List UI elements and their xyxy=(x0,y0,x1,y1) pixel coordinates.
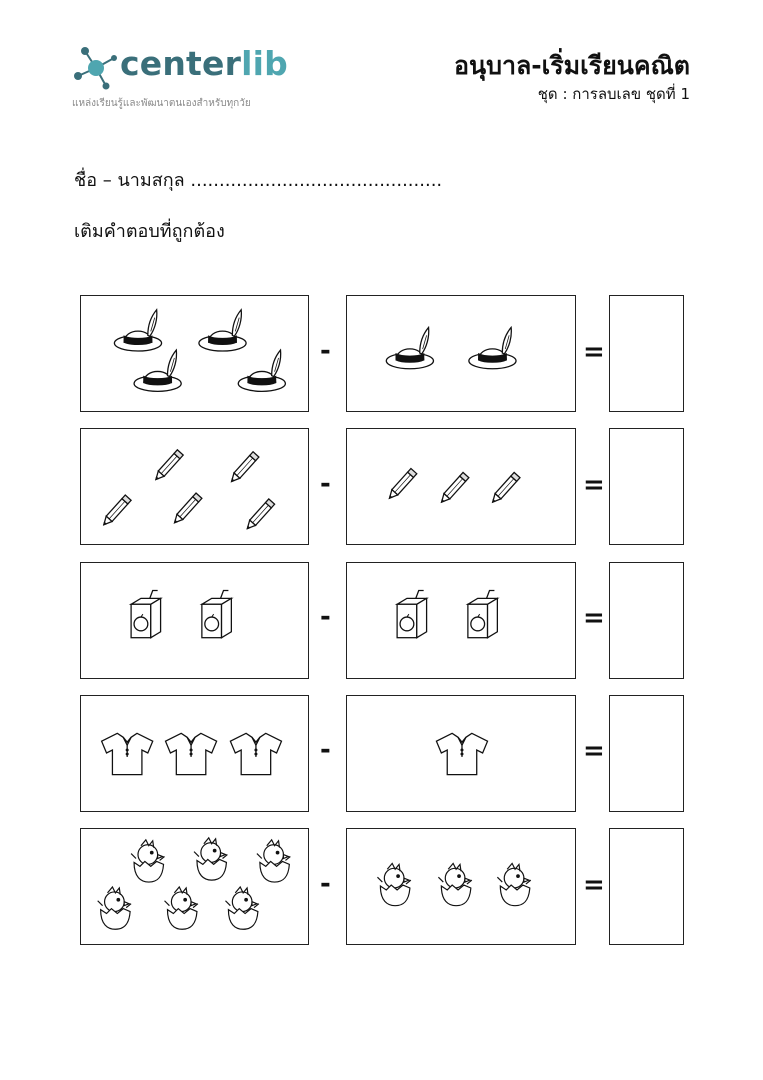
minuend-box xyxy=(80,428,309,545)
shirt-icon xyxy=(102,733,153,774)
answer-box[interactable] xyxy=(609,562,684,679)
minuend-box xyxy=(80,828,309,945)
shirt-icon xyxy=(230,733,281,774)
hat-icon xyxy=(114,310,161,351)
minuend-box xyxy=(80,695,309,812)
minus-sign: - xyxy=(320,735,331,766)
juice-box-icon xyxy=(397,590,426,637)
pencil-icon xyxy=(153,450,183,482)
hat-group xyxy=(347,296,575,411)
logo-wordmark xyxy=(120,44,288,83)
pencil-icon xyxy=(229,452,259,484)
shirt-icon xyxy=(436,733,487,774)
chick-icon xyxy=(165,887,198,929)
chick-icon xyxy=(257,840,290,882)
logo-tagline: แหล่งเรียนรู้และพัฒนาตนเองสำหรับทุกวัย xyxy=(72,98,251,109)
chick-icon xyxy=(98,887,131,929)
equals-sign: = xyxy=(583,336,605,367)
worksheet-title: อนุบาล-เริ่มเรียนคณิต xyxy=(453,51,690,80)
chick-group xyxy=(81,829,308,944)
minuend-box xyxy=(80,295,309,412)
minuend-box xyxy=(80,562,309,679)
juice-box-group xyxy=(347,563,575,678)
pencil-icon xyxy=(387,469,417,501)
hat-icon xyxy=(386,327,433,368)
subtrahend-box xyxy=(346,828,576,945)
pencil-group xyxy=(347,429,575,544)
subtrahend-box xyxy=(346,428,576,545)
answer-box[interactable] xyxy=(609,428,684,545)
shirt-icon xyxy=(166,733,217,774)
subtrahend-box xyxy=(346,695,576,812)
equals-sign: = xyxy=(583,869,605,900)
answer-box[interactable] xyxy=(609,695,684,812)
minus-sign: - xyxy=(320,868,331,899)
hat-icon xyxy=(199,310,246,351)
hat-icon xyxy=(238,350,285,391)
chick-icon xyxy=(497,863,530,905)
worksheet-subtitle: ชุด : การลบเลข ชุดที่ 1 xyxy=(537,85,690,103)
instruction-text: เติมคำตอบที่ถูกต้อง xyxy=(74,221,225,242)
chick-icon xyxy=(438,863,471,905)
pencil-icon xyxy=(172,493,202,525)
equals-sign: = xyxy=(583,736,605,767)
chick-icon xyxy=(225,887,258,929)
chick-group xyxy=(347,829,575,944)
juice-box-icon xyxy=(468,590,497,637)
shirt-group xyxy=(81,696,308,811)
minus-sign: - xyxy=(320,602,331,632)
pencil-icon xyxy=(439,473,469,505)
pencil-icon xyxy=(244,499,274,531)
subtrahend-box xyxy=(346,295,576,412)
logo-molecule-icon xyxy=(72,42,120,90)
chick-icon xyxy=(194,838,227,880)
shirt-group xyxy=(347,696,575,811)
answer-box[interactable] xyxy=(609,295,684,412)
answer-box[interactable] xyxy=(609,828,684,945)
equals-sign: = xyxy=(583,469,605,500)
subtrahend-box xyxy=(346,562,576,679)
pencil-icon xyxy=(490,473,520,505)
pencil-icon xyxy=(101,495,131,527)
minus-sign: - xyxy=(320,468,331,499)
hat-icon xyxy=(134,350,181,391)
student-name-line[interactable]: ชื่อ – นามสกุล ............................................ xyxy=(74,170,443,191)
juice-box-icon xyxy=(131,590,160,637)
juice-box-group xyxy=(81,563,308,678)
chick-icon xyxy=(131,840,164,882)
logo-word-center: center xyxy=(120,44,242,83)
brand-logo xyxy=(72,40,312,110)
logo-word-lib: lib xyxy=(241,44,288,83)
pencil-group xyxy=(81,429,308,544)
hat-icon xyxy=(469,327,516,368)
minus-sign: - xyxy=(320,335,331,366)
equals-sign: = xyxy=(583,603,605,633)
chick-icon xyxy=(377,863,410,905)
hat-group xyxy=(81,296,308,411)
juice-box-icon xyxy=(202,590,231,637)
